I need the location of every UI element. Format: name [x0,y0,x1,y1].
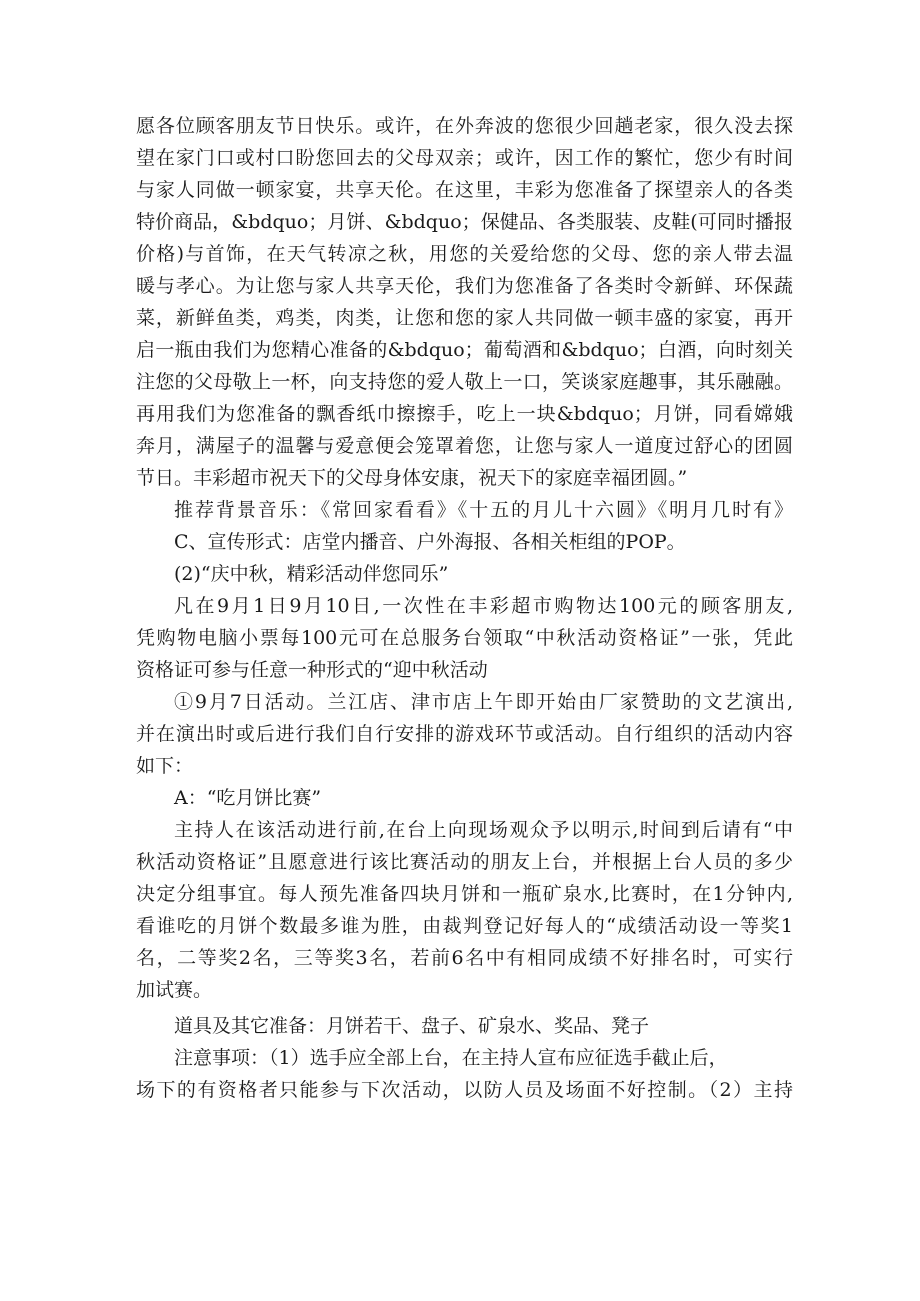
text-line: ①9月7日活动。兰江店、津市店上午即开始由厂家赞助的文艺演出, [174,691,793,713]
text-line: 决定分组事宜。每人预先准备四块月饼和一瓶矿泉水,比赛时，在1分钟内, [136,883,793,905]
text-line: 并在演出时或后进行我们自行安排的游戏环节或活动。自行组织的活动内容 [136,723,793,745]
text-line: A：“吃月饼比赛” [174,787,322,809]
text-line: 节日。丰彩超市祝天下的父母身体安康，祝天下的家庭幸福团圆。” [136,467,688,489]
text-line: 暖与孝心。为让您与家人共享天伦，我们为您准备了各类时令新鲜、环保蔬 [136,275,793,297]
text-line: (2)“庆中秋，精彩活动伴您同乐” [174,563,449,585]
text-line: 凭购物电脑小票每100元可在总服务台领取“中秋活动资格证”一张，凭此 [136,627,793,649]
text-line: 推荐背景音乐：《常回家看看》《十五的月儿十六圆》《明月几时有》 [174,499,793,521]
text-line: 奔月，满屋子的温馨与爱意便会笼罩着您，让您与家人一道度过舒心的团圆 [136,435,793,457]
text-line: 愿各位顾客朋友节日快乐。或许，在外奔波的您很少回趟老家，很久没去探 [136,115,793,137]
text-line: C、宣传形式：店堂内播音、户外海报、各相关柜组的POP。 [174,531,686,553]
text-line: 特价商品，&bdquo；月饼、&bdquo；保健品、各类服装、皮鞋(可同时播报 [136,211,793,233]
text-line: 望在家门口或村口盼您回去的父母双亲；或许，因工作的繁忙，您少有时间 [136,147,793,169]
text-line: 凡在9月1日9月10日,一次性在丰彩超市购物达100元的顾客朋友, [174,595,793,617]
text-line: 主持人在该活动进行前,在台上向现场观众予以明示,时间到后请有“中 [174,819,793,841]
text-line: 名，二等奖2名，三等奖3名，若前6名中有相同成绩不好排名时，可实行 [136,947,793,969]
text-line: 菜，新鲜鱼类，鸡类，肉类，让您和您的家人共同做一顿丰盛的家宴，再开 [136,307,793,329]
text-line: 价格)与首饰，在天气转凉之秋，用您的关爱给您的父母、您的亲人带去温 [136,243,793,265]
text-line: 看谁吃的月饼个数最多谁为胜，由裁判登记好每人的“成绩活动设一等奖1 [136,915,793,937]
text-line: 与家人同做一顿家宴，共享天伦。在这里，丰彩为您准备了探望亲人的各类 [136,179,793,201]
text-line: 资格证可参与任意一种形式的“迎中秋活动 [136,659,488,681]
text-line: 再用我们为您准备的飘香纸巾擦擦手，吃上一块&bdquo；月饼，同看嫦娥 [136,403,793,425]
text-line: 注意事项：（1）选手应全部上台，在主持人宣布应征选手截止后， [174,1047,728,1069]
text-line: 场下的有资格者只能参与下次活动，以防人员及场面不好控制。（2）主持 [136,1079,793,1101]
text-line: 秋活动资格证”且愿意进行该比赛活动的朋友上台，并根据上台人员的多少 [136,851,793,873]
text-line: 如下： [136,755,194,777]
text-line: 道具及其它准备：月饼若干、盘子、矿泉水、奖品、凳子 [174,1015,650,1037]
text-line: 启一瓶由我们为您精心准备的&bdquo；葡萄酒和&bdquo；白酒，向时刻关 [136,339,793,361]
text-line: 加试赛。 [136,979,213,1001]
text-line: 注您的父母敬上一杯，向支持您的爱人敬上一口，笑谈家庭趣事，其乐融融。 [136,371,793,393]
